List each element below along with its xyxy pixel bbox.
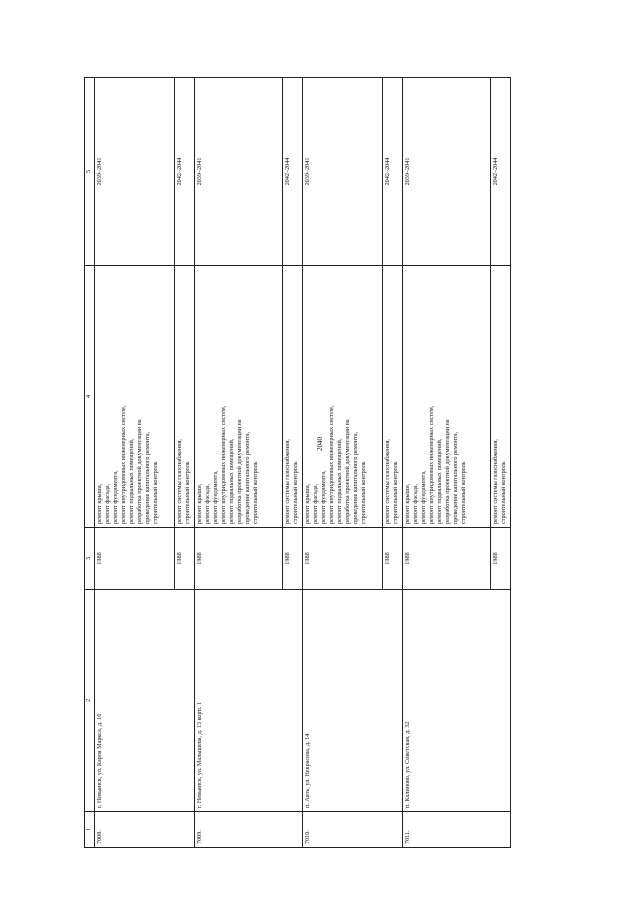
year-cell: 1988 xyxy=(403,528,491,590)
row-number: 7008. xyxy=(95,812,195,848)
year-cell: 1988 xyxy=(195,528,283,590)
works-cell xyxy=(403,266,491,528)
work-item: ремонт фасада, xyxy=(312,483,319,524)
address-cell: г. Невьянск, ул. Малышева, д. 13 корп. 1 xyxy=(195,590,303,812)
work-item: ремонт подвальных помещений, xyxy=(436,438,443,524)
address-cell: п. Аять, ул. Некрасова, д. 14 xyxy=(303,590,403,812)
period-cell: 2039–2041 xyxy=(195,78,283,266)
work-item: ремонт фасада, xyxy=(412,483,419,524)
work-item: ремонт фундамента, xyxy=(212,470,219,524)
work-item: ремонт внутридомовых инженерных систем, xyxy=(120,405,127,524)
period-cell: 2039–2041 xyxy=(403,78,491,266)
period-cell: 2042–2044 xyxy=(283,78,303,266)
register-table xyxy=(84,77,511,848)
work-item: проведение капитального ремонта, xyxy=(144,431,151,524)
work-item: проведение капитального ремонта, xyxy=(352,431,359,524)
work-item: ремонт внутридомовых инженерных систем, xyxy=(220,405,227,524)
year-cell: 1988 xyxy=(383,528,403,590)
column-header: 4 xyxy=(85,266,95,528)
period-cell: 2039–2041 xyxy=(95,78,175,266)
address-cell: п. Калиново, ул. Советская, д. 32 xyxy=(403,590,511,812)
period-cell: 2042–2044 xyxy=(383,78,403,266)
works-cell xyxy=(303,266,383,528)
work-item: ремонт внутридомовых инженерных систем, xyxy=(428,405,435,524)
work-item: ремонт системы газоснабжения, xyxy=(284,439,291,524)
page-number: 2040 xyxy=(316,437,324,451)
work-item: ремонт крыши, xyxy=(304,483,311,524)
table-row xyxy=(403,78,491,848)
column-header: 5 xyxy=(85,78,95,266)
period-cell: 2042–2044 xyxy=(175,78,195,266)
work-item: ремонт подвальных помещений, xyxy=(228,438,235,524)
work-item: строительный контроль xyxy=(392,461,399,524)
work-item: ремонт системы газоснабжения, xyxy=(384,439,391,524)
work-item: разработка проектной документации на xyxy=(236,419,243,524)
column-header: 1 xyxy=(85,812,95,848)
row-number: 7011. xyxy=(403,812,511,848)
works-cell xyxy=(95,266,175,528)
works-cell xyxy=(491,266,511,528)
work-item: ремонт подвальных помещений, xyxy=(336,438,343,524)
work-item: ремонт фундамента, xyxy=(420,470,427,524)
work-item: строительный контроль xyxy=(460,461,467,524)
work-item: строительный контроль xyxy=(152,461,159,524)
work-item: проведение капитального ремонта, xyxy=(452,431,459,524)
work-item: ремонт крыши, xyxy=(196,483,203,524)
table-body xyxy=(95,78,511,848)
table-row xyxy=(95,78,175,848)
period-cell: 2039–2041 xyxy=(303,78,383,266)
work-item: ремонт подвальных помещений, xyxy=(128,438,135,524)
work-item: ремонт внутридомовых инженерных систем, xyxy=(328,405,335,524)
work-item: строительный контроль xyxy=(184,461,191,524)
rotated-table-wrapper xyxy=(84,78,600,848)
row-number: 7010. xyxy=(303,812,403,848)
works-cell xyxy=(283,266,303,528)
column-header: 3 xyxy=(85,528,95,590)
work-item: ремонт фасада, xyxy=(204,483,211,524)
period-cell: 2042–2044 xyxy=(491,78,511,266)
year-cell: 1988 xyxy=(303,528,383,590)
year-cell: 1988 xyxy=(491,528,511,590)
work-item: строительный контроль xyxy=(292,461,299,524)
table-row xyxy=(195,78,283,848)
table-header-row xyxy=(85,78,95,848)
work-item: ремонт крыши, xyxy=(404,483,411,524)
work-item: разработка проектной документации на xyxy=(444,419,451,524)
work-item: строительный контроль xyxy=(360,461,367,524)
year-cell: 1988 xyxy=(283,528,303,590)
work-item: ремонт фундамента, xyxy=(112,470,119,524)
table-row xyxy=(303,78,383,848)
works-cell xyxy=(383,266,403,528)
row-number: 7009. xyxy=(195,812,303,848)
works-cell xyxy=(195,266,283,528)
column-header: 2 xyxy=(85,590,95,812)
year-cell: 1988 xyxy=(95,528,175,590)
work-item: строительный контроль xyxy=(252,461,259,524)
work-item: разработка проектной документации на xyxy=(344,419,351,524)
work-item: ремонт фундамента, xyxy=(320,470,327,524)
work-item: строительный контроль xyxy=(500,461,507,524)
work-item: ремонт системы газоснабжения, xyxy=(176,439,183,524)
work-item: проведение капитального ремонта, xyxy=(244,431,251,524)
work-item: ремонт крыши, xyxy=(96,483,103,524)
work-item: ремонт фасада, xyxy=(104,483,111,524)
address-cell: г. Невьянск, ул. Карла Маркса, д. 16 xyxy=(95,590,195,812)
year-cell: 1988 xyxy=(175,528,195,590)
work-item: разработка проектной документации на xyxy=(136,419,143,524)
works-cell xyxy=(175,266,195,528)
work-item: ремонт системы газоснабжения, xyxy=(492,439,499,524)
